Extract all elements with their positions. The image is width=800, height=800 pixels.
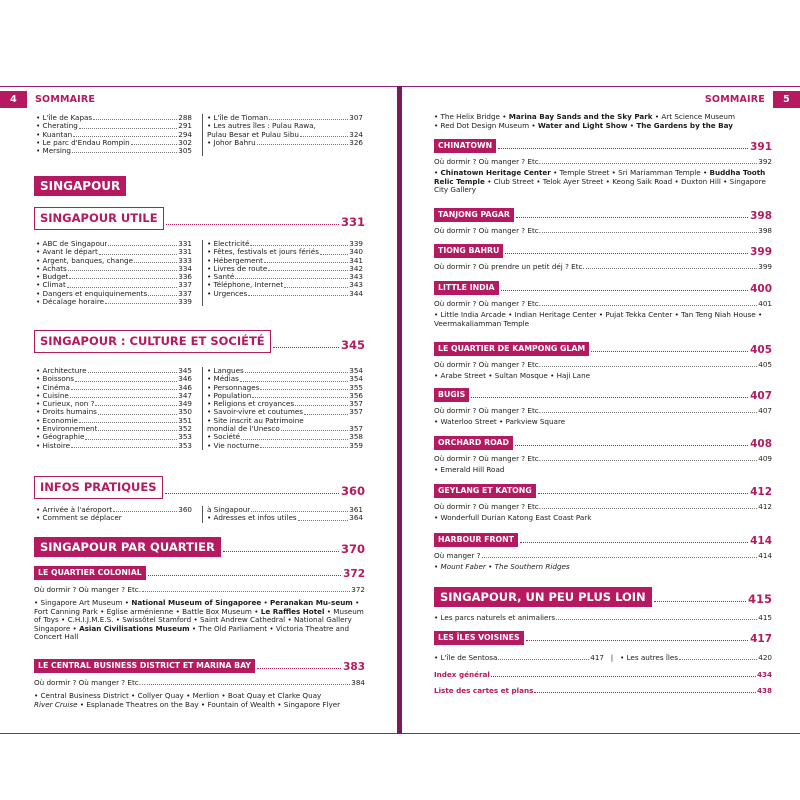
subsection-page: 398 [750, 210, 772, 222]
toc-entry[interactable] [207, 139, 363, 147]
column-divider [202, 367, 203, 450]
toc-entry-page: 361 [349, 505, 363, 514]
toc-entry-page: 291 [178, 121, 192, 131]
sleep-eat-line[interactable]: Où dormir ? Où prendre un petit déj ? Etc. 399 [434, 262, 772, 271]
toc-entry-label: • Décalage horaire [36, 298, 105, 307]
toc-entry-page: 326 [349, 137, 363, 147]
subsection-heading[interactable] [434, 631, 772, 645]
toc-entry-label: • L'île de Kapas [36, 114, 93, 122]
toc-entry-label: • Livres de route [207, 264, 268, 273]
sights-list: • Arabe Street • Sultan Mosque • Haji Lane [434, 371, 591, 380]
sights-list: • Chinatown Heritage Center • Temple Street • Sri Mariamman Temple • Buddha Tooth Relic Temple • Club Street • Telok Ayer Street • Keong Saik Road • Duxton Hill • Singapore City Gallery [434, 168, 766, 195]
toc-entry-page: 357 [349, 424, 363, 434]
toc-entry-label: • Architecture [36, 367, 87, 375]
toc-entry-label: • Le parc d'Endau Rompin [36, 138, 130, 147]
toc-entry[interactable] [36, 114, 192, 122]
sights-list: • Mount Faber • The Southern Ridges [434, 562, 570, 571]
toc-entry-page: 341 [349, 255, 363, 265]
subsection-title: CHINATOWN [434, 139, 496, 153]
toc-entry[interactable] [207, 290, 363, 298]
section-title: SINGAPOUR PAR QUARTIER [34, 537, 221, 557]
toc-entry[interactable] [207, 248, 363, 256]
toc-entry[interactable] [36, 240, 192, 248]
sights-list: • The Helix Bridge • Marina Bay Sands and the Sky Park • Art Science Museum • Red Dot Design Museum • Water and Light Show • The Gardens by the Bay [434, 112, 735, 130]
toc-entry-page: 331 [178, 239, 192, 248]
page-number: 4 [0, 91, 27, 108]
left-page-header [0, 91, 95, 108]
toc-entry-page: 337 [178, 280, 192, 290]
toc-column [207, 114, 363, 147]
toc-entry[interactable] [207, 122, 363, 130]
toc-entry-page: 354 [349, 366, 363, 375]
sleep-eat-line[interactable]: Où dormir ? Où manger ? Etc. 407 [434, 406, 772, 415]
toc-entry-page: 344 [349, 288, 363, 298]
maps-list-link[interactable]: Liste des cartes et plans 438 [434, 686, 772, 695]
toc-entry[interactable] [36, 122, 192, 130]
toc-entry-page: 343 [349, 280, 363, 290]
section-heading[interactable] [34, 537, 365, 557]
section-heading[interactable] [34, 330, 365, 353]
toc-entry-label: Pulau Besar et Pulau Sibu [207, 130, 299, 139]
subsection-heading[interactable] [434, 139, 772, 153]
toc-entry-page: 339 [178, 297, 192, 307]
toc-entry-label: • Comment se déplacer [36, 514, 122, 523]
subsection-heading[interactable] [34, 566, 365, 580]
section-title: SINGAPOUR UTILE [34, 207, 164, 230]
toc-entry-label: • Cinéma [36, 383, 70, 392]
toc-entry-page: 357 [349, 407, 363, 417]
toc-entry-label: • Curieux, non ? [36, 400, 95, 409]
toc-entry[interactable] [207, 281, 363, 289]
toc-entry-page: 345 [178, 366, 192, 375]
toc-entry-page: 294 [178, 129, 192, 139]
toc-entry-page: 307 [349, 113, 363, 122]
subsection-title: GEYLANG ET KATONG [434, 484, 536, 498]
toc-entry-page: 353 [178, 440, 192, 450]
subsection-heading[interactable] [434, 342, 772, 356]
subsection-title: ORCHARD ROAD [434, 436, 513, 450]
section-heading[interactable] [34, 207, 365, 230]
toc-entry[interactable] [207, 114, 363, 122]
section-page: 370 [340, 542, 365, 556]
toc-entry-page: 349 [178, 399, 192, 409]
right-page [402, 87, 800, 733]
toc-column [36, 506, 192, 523]
toc-entry[interactable] [207, 408, 363, 416]
toc-entry-page: 347 [178, 390, 192, 400]
section-title: SINGAPOUR, UN PEU PLUS LOIN [434, 587, 652, 607]
toc-entry[interactable] [207, 367, 363, 375]
toc-entry-page: 351 [178, 415, 192, 425]
sights-list: • Wonderfull Durian Katong East Coast Park [434, 513, 592, 522]
toc-entry-page: 305 [178, 146, 192, 156]
toc-entry-label: • L'île de Tioman [207, 114, 268, 122]
toc-column [207, 506, 363, 523]
toc-entry-page: 340 [349, 247, 363, 257]
toc-entry-label: • Budget [36, 273, 69, 282]
subsection-page: 417 [750, 633, 772, 645]
toc-entry-label: • Dangers et enquiquinements [36, 289, 148, 298]
section-heading[interactable] [34, 476, 365, 499]
toc-entry-label: mondial de l'Unesco [207, 425, 280, 434]
toc-entry-page: 358 [349, 432, 363, 442]
toc-entry[interactable] [207, 240, 363, 248]
section-page: 345 [340, 338, 365, 352]
subsection-title: LE QUARTIER COLONIAL [34, 566, 146, 580]
toc-entry-label: • Johor Bahru [207, 138, 256, 147]
toc-entry-page: 288 [178, 113, 192, 122]
sights-list: • Waterloo Street • Parkview Square [434, 417, 566, 426]
sleep-eat-line[interactable]: Où dormir ? Où manger ? Etc. 401 [434, 299, 772, 308]
toc-entry-label: • Climat [36, 281, 66, 290]
subsection-heading[interactable] [434, 388, 772, 402]
toc-entry[interactable] [36, 425, 192, 433]
subsection-title: LE QUARTIER DE KAMPONG GLAM [434, 342, 589, 356]
toc-entry-label: • Société [207, 433, 241, 442]
toc-entry[interactable] [207, 400, 363, 408]
toc-entry-label: • Kuantan [36, 130, 73, 139]
toc-entry-page: 357 [349, 399, 363, 409]
toc-entry[interactable] [36, 400, 192, 408]
section-title: SINGAPOUR : CULTURE ET SOCIÉTÉ [34, 330, 271, 353]
toc-entry[interactable] [207, 506, 363, 514]
header-title: SOMMAIRE [704, 94, 765, 105]
toc-entry[interactable] [36, 257, 192, 265]
toc-entry-label: • Géographie [36, 433, 85, 442]
toc-entry[interactable] [207, 257, 363, 265]
toc-entry-label: • Mersing [36, 147, 71, 156]
toc-entry-page: 339 [349, 239, 363, 248]
toc-entry-label: • Vie nocturne [207, 441, 260, 450]
section-page: 360 [340, 484, 365, 498]
toc-entry[interactable] [36, 139, 192, 147]
sights-list: • Little India Arcade • Indian Heritage Center • Pujat Tekka Center • Tan Teng Niah House • Veermakaliamman Temple [434, 310, 763, 328]
subsection-heading[interactable] [434, 484, 772, 498]
toc-entry-page: 356 [349, 390, 363, 400]
toc-entry-label: • Cherating [36, 122, 78, 131]
toc-entry-page: 343 [349, 272, 363, 282]
toc-entry-label: • Santé [207, 273, 235, 282]
toc-entry-label: • Langues [207, 367, 244, 375]
sights-list: • Central Business District • Collyer Quay • Merlion • Boat Quay et Clarke Quay River Cruise • Esplanade Theatres on the Bay • Fountain of Wealth • Singapore Flyer [34, 691, 341, 709]
subsection-page: 405 [750, 344, 772, 356]
toc-entry[interactable] [207, 384, 363, 392]
toc-entry[interactable] [207, 425, 363, 433]
toc-entry-label: • Adresses et infos utiles [207, 514, 297, 523]
toc-entry-page: 355 [349, 382, 363, 392]
sleep-eat-line[interactable]: Où dormir ? Où manger ? Etc. 409 [434, 454, 772, 463]
toc-entry-label: • Achats [36, 264, 67, 273]
toc-entry-label: • Fêtes, festivals et jours fériés [207, 248, 319, 257]
toc-entry-label: • Économie [36, 416, 78, 425]
subsection-title: TIONG BAHRU [434, 244, 503, 258]
toc-column [207, 367, 363, 450]
toc-entry-page: 359 [349, 440, 363, 450]
toc-entry[interactable] [36, 131, 192, 139]
toc-entry[interactable] [36, 298, 192, 306]
toc-entry[interactable] [36, 433, 192, 441]
toc-column [207, 240, 363, 298]
toc-entry-label: à Singapour [207, 506, 251, 514]
section-heading[interactable] [434, 587, 772, 607]
subsection-page: 383 [343, 661, 365, 673]
toc-entry[interactable] [207, 392, 363, 400]
toc-line[interactable]: • Les parcs naturels et animaliers 415 [434, 613, 772, 622]
toc-column [36, 367, 192, 450]
toc-entry[interactable] [207, 131, 363, 139]
subsection-heading[interactable] [434, 436, 772, 450]
toc-entry-label: • Arrivée à l'aéroport [36, 506, 113, 514]
toc-entry-label: • Téléphone, Internet [207, 281, 284, 290]
subsection-page: 414 [750, 535, 772, 547]
subsection-title: TANJONG PAGAR [434, 208, 514, 222]
sleep-eat-line[interactable]: Où manger ? 414 [434, 551, 772, 560]
region-title[interactable]: SINGAPOUR [34, 176, 126, 196]
toc-entry-label: • Médias [207, 375, 239, 384]
subsection-title: LITTLE INDIA [434, 281, 499, 295]
toc-entry[interactable] [36, 384, 192, 392]
toc-entry[interactable] [36, 273, 192, 281]
toc-entry-label: • Argent, banques, change [36, 256, 134, 265]
toc-entry-label: • ABC de Singapour [36, 240, 108, 248]
toc-entry[interactable] [207, 273, 363, 281]
toc-entry-page: 337 [178, 288, 192, 298]
toc-entry[interactable] [207, 514, 363, 522]
toc-line[interactable]: • L'île de Sentosa 417 [434, 653, 604, 662]
column-divider [202, 114, 203, 156]
section-title: INFOS PRATIQUES [34, 476, 163, 499]
toc-entry-page: 352 [178, 424, 192, 434]
section-page: 415 [747, 592, 772, 606]
toc-entry-page: 342 [349, 263, 363, 273]
toc-entry-label: • Avant le départ [36, 248, 98, 257]
subsection-heading[interactable] [434, 244, 772, 258]
subsection-page: 412 [750, 486, 772, 498]
toc-entry[interactable] [207, 375, 363, 383]
toc-entry[interactable] [36, 408, 192, 416]
toc-entry[interactable] [36, 514, 192, 522]
toc-entry-label: • Site inscrit au Patrimoine [207, 416, 304, 425]
toc-entry-label: • Histoire [36, 441, 71, 450]
column-divider [202, 506, 203, 523]
subsection-heading[interactable] [434, 281, 772, 295]
toc-entry[interactable] [207, 265, 363, 273]
toc-entry-page: 336 [178, 272, 192, 282]
toc-entry-label: • Savoir-vivre et coutumes [207, 408, 304, 417]
toc-entry-label: • Électricité [207, 240, 250, 248]
toc-entry-page: 346 [178, 374, 192, 384]
toc-entry[interactable] [36, 147, 192, 155]
subsection-heading[interactable] [34, 659, 365, 673]
subsection-heading[interactable] [434, 533, 772, 547]
sleep-eat-line[interactable]: Où dormir ? Où manger ? Etc. 392 [434, 157, 772, 166]
toc-entry-label: • Cuisine [36, 391, 69, 400]
toc-entry-label: • Religions et croyances [207, 400, 295, 409]
toc-column [36, 240, 192, 306]
sleep-eat-line[interactable]: Où dormir ? Où manger ? Etc. 372 [34, 585, 365, 594]
toc-entry[interactable] [36, 375, 192, 383]
toc-line[interactable]: • Les autres îles 420 [620, 653, 772, 662]
toc-entry-page: 360 [178, 505, 192, 514]
section-page: 331 [340, 215, 365, 229]
toc-entry[interactable] [36, 392, 192, 400]
toc-entry[interactable] [36, 265, 192, 273]
subsection-page: 407 [750, 390, 772, 402]
subsection-page: 400 [750, 283, 772, 295]
subsection-title: LES ÎLES VOISINES [434, 631, 524, 645]
toc-entry-page: 334 [178, 263, 192, 273]
toc-entry-page: 350 [178, 407, 192, 417]
page-number: 5 [773, 91, 800, 108]
toc-entry-page: 333 [178, 255, 192, 265]
subsection-page: 408 [750, 438, 772, 450]
toc-entry-label: • Personnages [207, 383, 260, 392]
toc-entry-page: 353 [178, 432, 192, 442]
subsection-page: 372 [343, 568, 365, 580]
subsection-title: BUGIS [434, 388, 469, 402]
subsection-page: 391 [750, 141, 772, 153]
subsection-title: LE CENTRAL BUSINESS DISTRICT ET MARINA BAY [34, 659, 255, 673]
column-divider [202, 240, 203, 306]
toc-entry-page: 354 [349, 374, 363, 384]
toc-entry[interactable] [36, 367, 192, 375]
toc-entry-page: 364 [349, 513, 363, 523]
sleep-eat-line[interactable]: Où dormir ? Où manger ? Etc. 398 [434, 226, 772, 235]
subsection-title: HARBOUR FRONT [434, 533, 518, 547]
toc-entry-page: 331 [178, 247, 192, 257]
toc-entry-label: • Urgences [207, 289, 248, 298]
subsection-heading[interactable] [434, 208, 772, 222]
toc-entry-label: • Population [207, 391, 252, 400]
toc-entry[interactable] [207, 442, 363, 450]
toc-entry[interactable] [207, 417, 363, 425]
sights-list: • Singapore Art Museum • National Museum of Singaporee • Peranakan Mu-seum • Fort Canning Park • Église arménienne • Battle Box Museum • Le Raffles Hotel • Museum of Toys • C.H.I.J.M.E.S. • Swissôtel Stamford • Saint Andrew Cathedral • National Gallery Singapore • Asian Civilisations Museum • The Old Parliament • Victoria Theatre and Concert Hall [34, 598, 364, 642]
index-link[interactable]: Index général 434 [434, 670, 772, 679]
toc-entry[interactable] [207, 433, 363, 441]
left-page [0, 87, 397, 733]
toc-entry-label: • Boissons [36, 375, 75, 384]
sleep-eat-line[interactable]: Où dormir ? Où manger ? Etc… 384 [34, 678, 365, 687]
toc-entry[interactable] [36, 281, 192, 289]
toc-entry[interactable] [36, 417, 192, 425]
toc-entry-label: • Environnement [36, 425, 98, 434]
right-page-header [705, 91, 800, 108]
subsection-page: 399 [750, 246, 772, 258]
toc-entry-page: 346 [178, 382, 192, 392]
header-title: SOMMAIRE [35, 94, 96, 105]
toc-column [36, 114, 192, 155]
toc-entry[interactable] [36, 506, 192, 514]
sights-list: • Emerald Hill Road [434, 465, 505, 474]
toc-entry[interactable] [36, 290, 192, 298]
toc-entry[interactable] [36, 248, 192, 256]
toc-entry-label: • Droits humains [36, 408, 97, 417]
toc-entry-label: • Les autres îles : Pulau Rawa, [207, 122, 316, 131]
sleep-eat-line[interactable]: Où dormir ? Où manger ? Etc. 412 [434, 502, 772, 511]
separator: | [610, 653, 614, 662]
sleep-eat-line[interactable]: Où dormir ? Où manger ? Etc. 405 [434, 360, 772, 369]
toc-entry[interactable] [36, 442, 192, 450]
toc-entry-label: • Hébergement [207, 256, 263, 265]
toc-entry-page: 324 [349, 129, 363, 139]
toc-entry-page: 302 [178, 137, 192, 147]
